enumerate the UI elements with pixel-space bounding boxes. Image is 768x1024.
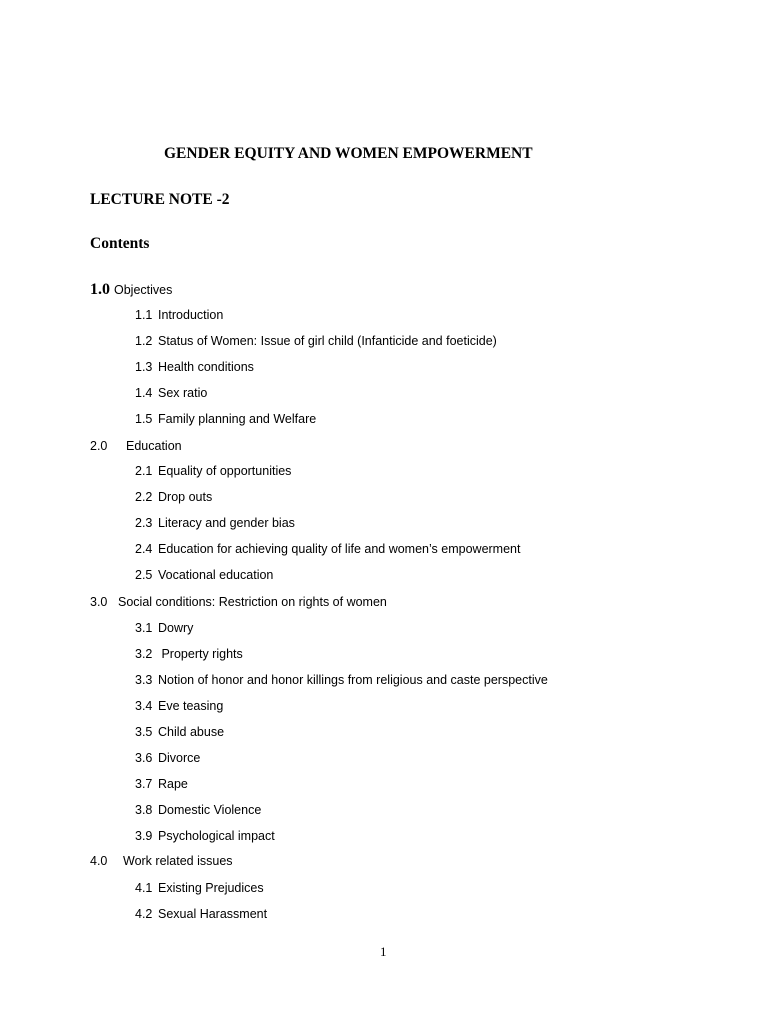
page-number: 1 [380, 944, 387, 959]
toc-section-4 [90, 855, 233, 868]
toc-section-label: Objectives [114, 283, 173, 297]
toc-section-3 [90, 596, 387, 609]
toc-item: 1.3 Health conditions [135, 360, 254, 374]
toc-section-number: 1.0 [90, 281, 110, 298]
toc-section-1 [90, 282, 172, 298]
toc-section-label: Education [126, 439, 182, 453]
toc-section-label: Social conditions: Restriction on rights of women [118, 595, 387, 609]
toc-item: 3.8 Domestic Violence [135, 803, 262, 817]
toc-section-label: Work related issues [123, 854, 233, 868]
toc-item: 1.4 Sex ratio [135, 386, 208, 400]
toc-item: 3.1 Dowry [135, 621, 194, 635]
toc-item: 4.2 Sexual Harassment [135, 907, 268, 921]
toc-item: 1.2 Status of Women: Issue of girl child (Infanticide and foeticide) [135, 334, 497, 348]
contents-heading: Contents [90, 235, 150, 252]
toc-item: 3.2 Property rights [135, 647, 243, 661]
toc-item: 3.4 Eve teasing [135, 699, 224, 713]
toc-section-number: 2.0 [90, 439, 108, 453]
document-title: GENDER EQUITY AND WOMEN EMPOWERMENT [164, 145, 533, 162]
toc-item: 3.3 Notion of honor and honor killings from religious and caste perspective [135, 673, 548, 687]
toc-item: 1.5 Family planning and Welfare [135, 412, 317, 426]
toc-item: 3.9 Psychological impact [135, 829, 275, 843]
toc-item: 2.2 Drop outs [135, 490, 213, 504]
toc-item: 3.5 Child abuse [135, 725, 225, 739]
toc-item: 1.1 Introduction [135, 308, 224, 322]
toc-item: 4.1 Existing Prejudices [135, 881, 264, 895]
toc-item: 2.3 Literacy and gender bias [135, 516, 295, 530]
toc-section-2 [90, 440, 182, 453]
toc-item: 3.6 Divorce [135, 751, 201, 765]
toc-item: 2.1 Equality of opportunities [135, 464, 292, 478]
toc-item: 3.7 Rape [135, 777, 188, 791]
toc-section-number: 4.0 [90, 854, 108, 868]
toc-item: 2.5 Vocational education [135, 568, 274, 582]
toc-section-number: 3.0 [90, 595, 108, 609]
toc-item: 2.4 Education for achieving quality of life and women’s empowerment [135, 542, 521, 556]
lecture-heading: LECTURE NOTE -2 [90, 191, 230, 208]
